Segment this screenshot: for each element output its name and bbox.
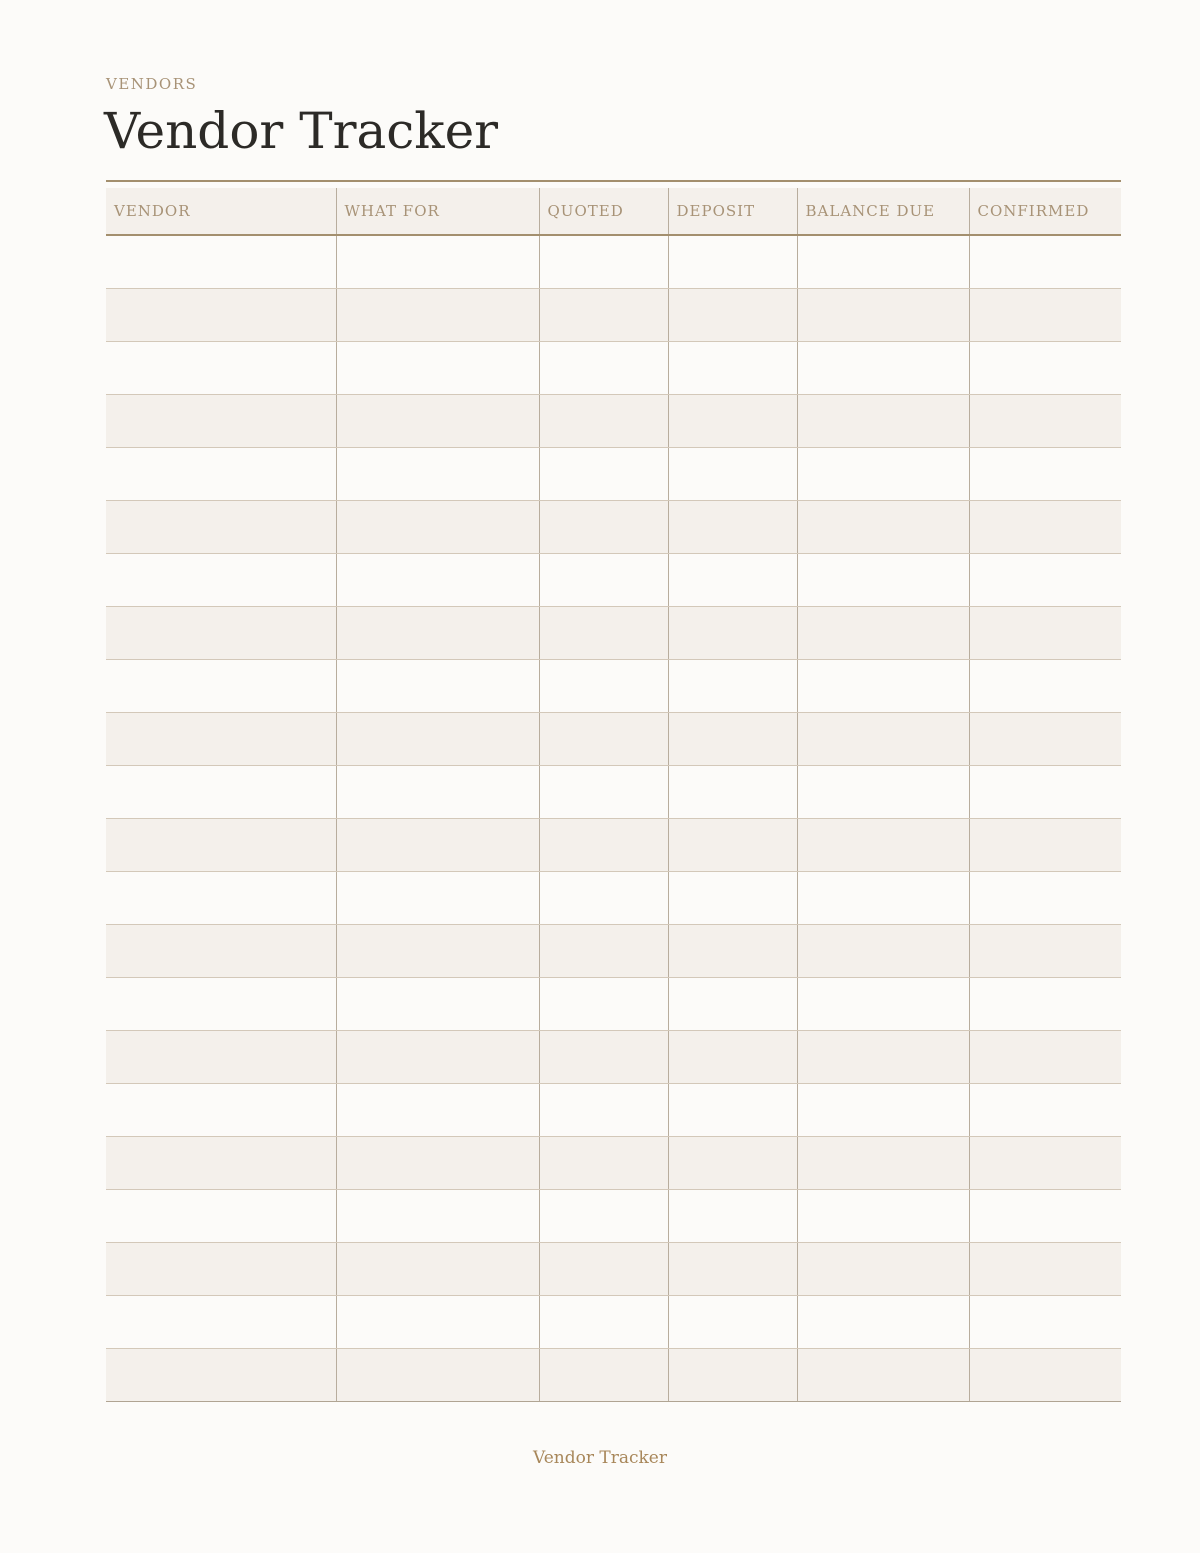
vendor-cell[interactable] xyxy=(106,1243,336,1296)
vendor-cell[interactable] xyxy=(106,342,336,395)
what-for-cell[interactable] xyxy=(336,978,539,1031)
table-row xyxy=(106,235,1121,289)
confirmed-cell[interactable] xyxy=(969,713,1121,766)
quoted-cell[interactable] xyxy=(539,554,668,607)
table-row xyxy=(106,607,1121,660)
confirmed-cell[interactable] xyxy=(969,1243,1121,1296)
vendor-cell[interactable] xyxy=(106,501,336,554)
what-for-cell[interactable] xyxy=(336,925,539,978)
balance-due-cell[interactable] xyxy=(797,819,969,872)
balance-due-cell[interactable] xyxy=(797,766,969,819)
quoted-cell[interactable] xyxy=(539,1190,668,1243)
quoted-cell[interactable] xyxy=(539,1137,668,1190)
column-header-deposit: DEPOSIT xyxy=(668,188,797,235)
table-row xyxy=(106,925,1121,978)
confirmed-cell[interactable] xyxy=(969,289,1121,342)
what-for-cell[interactable] xyxy=(336,872,539,925)
deposit-cell[interactable] xyxy=(668,1031,797,1084)
quoted-cell[interactable] xyxy=(539,395,668,448)
balance-due-cell[interactable] xyxy=(797,607,969,660)
table-row xyxy=(106,872,1121,925)
table-row xyxy=(106,1296,1121,1349)
what-for-cell[interactable] xyxy=(336,607,539,660)
vendor-cell[interactable] xyxy=(106,660,336,713)
what-for-cell[interactable] xyxy=(336,1031,539,1084)
balance-due-cell[interactable] xyxy=(797,1031,969,1084)
deposit-cell[interactable] xyxy=(668,766,797,819)
balance-due-cell[interactable] xyxy=(797,342,969,395)
confirmed-cell[interactable] xyxy=(969,501,1121,554)
deposit-cell[interactable] xyxy=(668,235,797,289)
vendor-cell[interactable] xyxy=(106,1031,336,1084)
quoted-cell[interactable] xyxy=(539,1243,668,1296)
deposit-cell[interactable] xyxy=(668,660,797,713)
quoted-cell[interactable] xyxy=(539,1031,668,1084)
balance-due-cell[interactable] xyxy=(797,1190,969,1243)
vendor-cell[interactable] xyxy=(106,766,336,819)
balance-due-cell[interactable] xyxy=(797,289,969,342)
vendor-cell[interactable] xyxy=(106,1349,336,1402)
vendor-cell[interactable] xyxy=(106,554,336,607)
quoted-cell[interactable] xyxy=(539,607,668,660)
quoted-cell[interactable] xyxy=(539,660,668,713)
table-row xyxy=(106,978,1121,1031)
quoted-cell[interactable] xyxy=(539,872,668,925)
table-row xyxy=(106,289,1121,342)
deposit-cell[interactable] xyxy=(668,1349,797,1402)
what-for-cell[interactable] xyxy=(336,289,539,342)
footer-text: Vendor Tracker xyxy=(533,1448,667,1468)
balance-due-cell[interactable] xyxy=(797,713,969,766)
what-for-cell[interactable] xyxy=(336,501,539,554)
vendor-cell[interactable] xyxy=(106,1296,336,1349)
confirmed-cell[interactable] xyxy=(969,448,1121,501)
confirmed-cell[interactable] xyxy=(969,819,1121,872)
confirmed-cell[interactable] xyxy=(969,554,1121,607)
confirmed-cell[interactable] xyxy=(969,607,1121,660)
table-row xyxy=(106,766,1121,819)
deposit-cell[interactable] xyxy=(668,1243,797,1296)
vendor-cell[interactable] xyxy=(106,289,336,342)
confirmed-cell[interactable] xyxy=(969,235,1121,289)
quoted-cell[interactable] xyxy=(539,342,668,395)
quoted-cell[interactable] xyxy=(539,819,668,872)
vendor-table xyxy=(106,188,1121,1402)
quoted-cell[interactable] xyxy=(539,289,668,342)
what-for-cell[interactable] xyxy=(336,766,539,819)
quoted-cell[interactable] xyxy=(539,1084,668,1137)
confirmed-cell[interactable] xyxy=(969,395,1121,448)
balance-due-cell[interactable] xyxy=(797,395,969,448)
confirmed-cell[interactable] xyxy=(969,342,1121,395)
vendor-cell[interactable] xyxy=(106,819,336,872)
vendor-cell[interactable] xyxy=(106,978,336,1031)
balance-due-cell[interactable] xyxy=(797,1243,969,1296)
table-row xyxy=(106,1084,1121,1137)
table-row xyxy=(106,342,1121,395)
table-row xyxy=(106,660,1121,713)
table-row xyxy=(106,1190,1121,1243)
deposit-cell[interactable] xyxy=(668,925,797,978)
table-row xyxy=(106,1031,1121,1084)
balance-due-cell[interactable] xyxy=(797,501,969,554)
vendor-cell[interactable] xyxy=(106,395,336,448)
confirmed-cell[interactable] xyxy=(969,925,1121,978)
table-row xyxy=(106,1349,1121,1402)
what-for-cell[interactable] xyxy=(336,660,539,713)
what-for-cell[interactable] xyxy=(336,1084,539,1137)
quoted-cell[interactable] xyxy=(539,1296,668,1349)
what-for-cell[interactable] xyxy=(336,713,539,766)
balance-due-cell[interactable] xyxy=(797,1137,969,1190)
what-for-cell[interactable] xyxy=(336,1243,539,1296)
table-row xyxy=(106,554,1121,607)
deposit-cell[interactable] xyxy=(668,607,797,660)
vendor-cell[interactable] xyxy=(106,872,336,925)
table-row xyxy=(106,819,1121,872)
top-rule xyxy=(106,180,1121,182)
confirmed-cell[interactable] xyxy=(969,1084,1121,1137)
confirmed-cell[interactable] xyxy=(969,978,1121,1031)
section-eyebrow: VENDORS xyxy=(106,75,198,93)
deposit-cell[interactable] xyxy=(668,1137,797,1190)
balance-due-cell[interactable] xyxy=(797,1296,969,1349)
deposit-cell[interactable] xyxy=(668,395,797,448)
what-for-cell[interactable] xyxy=(336,1349,539,1402)
table-row xyxy=(106,1137,1121,1190)
confirmed-cell[interactable] xyxy=(969,1190,1121,1243)
what-for-cell[interactable] xyxy=(336,235,539,289)
vendor-cell[interactable] xyxy=(106,607,336,660)
deposit-cell[interactable] xyxy=(668,448,797,501)
table-row xyxy=(106,395,1121,448)
vendor-cell[interactable] xyxy=(106,713,336,766)
what-for-cell[interactable] xyxy=(336,1296,539,1349)
table-row xyxy=(106,501,1121,554)
deposit-cell[interactable] xyxy=(668,872,797,925)
what-for-cell[interactable] xyxy=(336,819,539,872)
deposit-cell[interactable] xyxy=(668,1296,797,1349)
confirmed-cell[interactable] xyxy=(969,872,1121,925)
confirmed-cell[interactable] xyxy=(969,1349,1121,1402)
quoted-cell[interactable] xyxy=(539,925,668,978)
balance-due-cell[interactable] xyxy=(797,660,969,713)
confirmed-cell[interactable] xyxy=(969,660,1121,713)
balance-due-cell[interactable] xyxy=(797,925,969,978)
balance-due-cell[interactable] xyxy=(797,872,969,925)
table-row xyxy=(106,448,1121,501)
quoted-cell[interactable] xyxy=(539,448,668,501)
quoted-cell[interactable] xyxy=(539,235,668,289)
table-row xyxy=(106,1243,1121,1296)
what-for-cell[interactable] xyxy=(336,395,539,448)
vendor-cell[interactable] xyxy=(106,1190,336,1243)
column-header-balance-due: BALANCE DUE xyxy=(797,188,969,235)
balance-due-cell[interactable] xyxy=(797,235,969,289)
vendor-cell[interactable] xyxy=(106,448,336,501)
column-header-quoted: QUOTED xyxy=(539,188,668,235)
quoted-cell[interactable] xyxy=(539,978,668,1031)
page-title: Vendor Tracker xyxy=(104,102,499,160)
what-for-cell[interactable] xyxy=(336,1137,539,1190)
balance-due-cell[interactable] xyxy=(797,978,969,1031)
confirmed-cell[interactable] xyxy=(969,1031,1121,1084)
deposit-cell[interactable] xyxy=(668,342,797,395)
table-row xyxy=(106,713,1121,766)
what-for-cell[interactable] xyxy=(336,1190,539,1243)
quoted-cell[interactable] xyxy=(539,1349,668,1402)
vendor-cell[interactable] xyxy=(106,1137,336,1190)
confirmed-cell[interactable] xyxy=(969,1137,1121,1190)
deposit-cell[interactable] xyxy=(668,978,797,1031)
what-for-cell[interactable] xyxy=(336,342,539,395)
balance-due-cell[interactable] xyxy=(797,448,969,501)
table-header-row xyxy=(106,188,1121,235)
quoted-cell[interactable] xyxy=(539,766,668,819)
balance-due-cell[interactable] xyxy=(797,1084,969,1137)
deposit-cell[interactable] xyxy=(668,1084,797,1137)
table-body xyxy=(106,235,1121,1402)
confirmed-cell[interactable] xyxy=(969,766,1121,819)
what-for-cell[interactable] xyxy=(336,448,539,501)
deposit-cell[interactable] xyxy=(668,501,797,554)
balance-due-cell[interactable] xyxy=(797,1349,969,1402)
column-header-what-for: WHAT FOR xyxy=(336,188,539,235)
deposit-cell[interactable] xyxy=(668,1190,797,1243)
deposit-cell[interactable] xyxy=(668,554,797,607)
deposit-cell[interactable] xyxy=(668,713,797,766)
deposit-cell[interactable] xyxy=(668,819,797,872)
deposit-cell[interactable] xyxy=(668,289,797,342)
column-header-vendor: VENDOR xyxy=(106,188,336,235)
what-for-cell[interactable] xyxy=(336,554,539,607)
vendor-cell[interactable] xyxy=(106,1084,336,1137)
quoted-cell[interactable] xyxy=(539,713,668,766)
balance-due-cell[interactable] xyxy=(797,554,969,607)
vendor-cell[interactable] xyxy=(106,925,336,978)
column-header-confirmed: CONFIRMED xyxy=(969,188,1121,235)
quoted-cell[interactable] xyxy=(539,501,668,554)
vendor-cell[interactable] xyxy=(106,235,336,289)
confirmed-cell[interactable] xyxy=(969,1296,1121,1349)
